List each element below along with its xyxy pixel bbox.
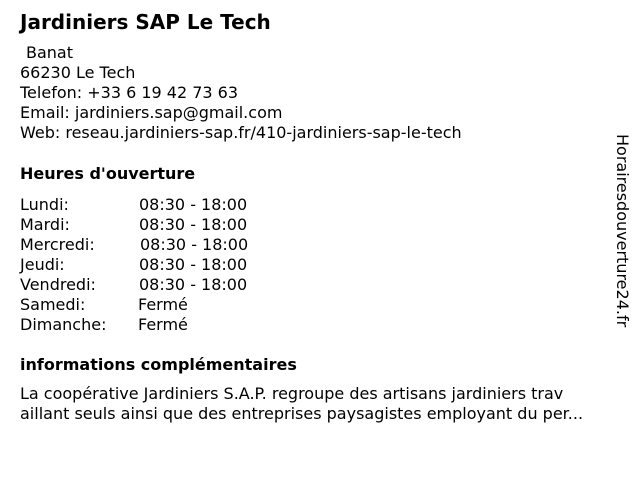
time-value: 08:30 - 18:00 [139,195,248,214]
site-watermark-text: Horairesdouverture24.fr [613,134,632,328]
day-label: Mercredi: [20,235,95,254]
time-value: Fermé [138,295,188,314]
time-value: 08:30 - 18:00 [139,215,248,234]
day-label: Vendredi: [20,275,96,294]
description-line-1: La coopérative Jardiniers S.A.P. regroupe des artisans jardiniers trav [20,384,564,403]
time-value: Fermé [138,315,188,334]
web-text: Web: reseau.jardiniers-sap.fr/410-jardiniers-sap-le-tech [20,123,462,142]
business-name: Jardiniers SAP Le Tech [20,10,271,34]
day-label: Mardi: [20,215,70,234]
opening-hours-heading: Heures d'ouverture [20,164,196,183]
time-value: 08:30 - 18:00 [140,235,249,254]
day-label: Jeudi: [20,255,65,274]
site-watermark [612,134,634,344]
contact-block [20,43,462,143]
time-value: 08:30 - 18:00 [139,275,248,294]
email-text: Email: jardiniers.sap@gmail.com [20,103,283,122]
day-label: Lundi: [20,195,69,214]
day-label: Samedi: [20,295,86,314]
day-label: Dimanche: [20,315,107,334]
business-description [20,384,583,424]
time-value: 08:30 - 18:00 [139,255,248,274]
address-line-2: 66230 Le Tech [20,63,136,82]
address-line-1: Banat [26,43,73,62]
phone-text: Telefon: +33 6 19 42 73 63 [20,83,239,102]
description-line-2: aillant seuls ainsi que des entreprises paysagistes employant du per... [20,404,584,423]
additional-info-heading: informations complémentaires [20,355,297,374]
